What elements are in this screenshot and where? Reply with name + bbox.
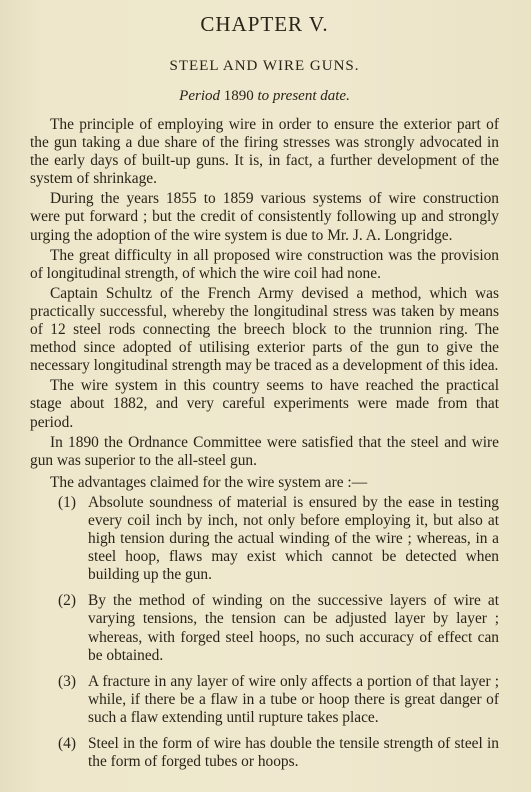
list-item-number: (3): [58, 672, 76, 690]
list-item-number: (2): [58, 592, 76, 610]
paragraph: The principle of employing wire in order to ensure the exterior part of the gun taking a due share of the firing stresses was strongly advocated in the early days of built-up guns. It is, in fact, a further development of the system of shrinkage.: [30, 116, 499, 188]
period-year: 1890: [223, 88, 254, 104]
paragraph: In 1890 the Ordnance Committee were satisfied that the steel and wire gun was superior to the all-steel gun.: [30, 433, 499, 469]
chapter-heading: CHAPTER V.: [200, 12, 329, 36]
list-item-text: By the method of winding on the successive layers of wire at varying tensions, the tension can be adjusted layer by layer ; whereas, with forged steel hoops, no such accuracy of effect can be obtained.: [88, 592, 499, 664]
list-item-text: Steel in the form of wire has double the tensile strength of steel in the form of forged tubes or hoops.: [88, 735, 499, 771]
advantages-list: [30, 494, 499, 771]
body-text: [30, 116, 499, 771]
list-item: [30, 735, 499, 771]
list-item-text: A fracture in any layer of wire only affects a portion of that layer ; while, if there be a flaw in a tube or hoop there is great danger of such a flaw extending until rupture takes place.: [88, 672, 499, 726]
advantages-intro: The advantages claimed for the wire system are :—: [50, 473, 368, 491]
period-suffix: to present date.: [253, 88, 350, 104]
paragraph: Captain Schultz of the French Army devised a method, which was practically successful, whereby the longitudinal stress was taken by means of 12 steel rods connecting the breech block to the trunnion ring. The method since adopted of utilising exterior parts of the gun to give the necessary longitudinal strength may be traced as a development of this idea.: [30, 284, 499, 375]
list-item: [30, 673, 499, 727]
period-prefix: Period: [179, 88, 224, 104]
section-title: STEEL AND WIRE GUNS.: [169, 58, 360, 74]
list-item: [30, 592, 499, 664]
list-item-number: (4): [58, 735, 76, 752]
paragraph: The wire system in this country seems to have reached the practical stage about 1882, and very careful experiments were made from that period.: [30, 377, 499, 431]
list-item-number: (1): [58, 493, 76, 511]
list-item: [30, 494, 499, 584]
paragraph: During the years 1855 to 1859 various systems of wire construction were put forward ; but the credit of consistently following up and strongly urging the adoption of the wire system is due to Mr. J. A. Longridge.: [30, 190, 499, 244]
paragraph: The great difficulty in all proposed wire construction was the provision of longitudinal strength, of which the wire coil had none.: [30, 246, 499, 282]
list-item-text: Absolute soundness of material is ensured by the ease in testing every coil inch by inch, not only before employing it, but also at high tension during the actual winding of the wire ; whereas, in a steel hoop, flaws may exist which cannot be detected when building up the gun.: [88, 493, 499, 584]
period-subtitle: [30, 88, 499, 110]
